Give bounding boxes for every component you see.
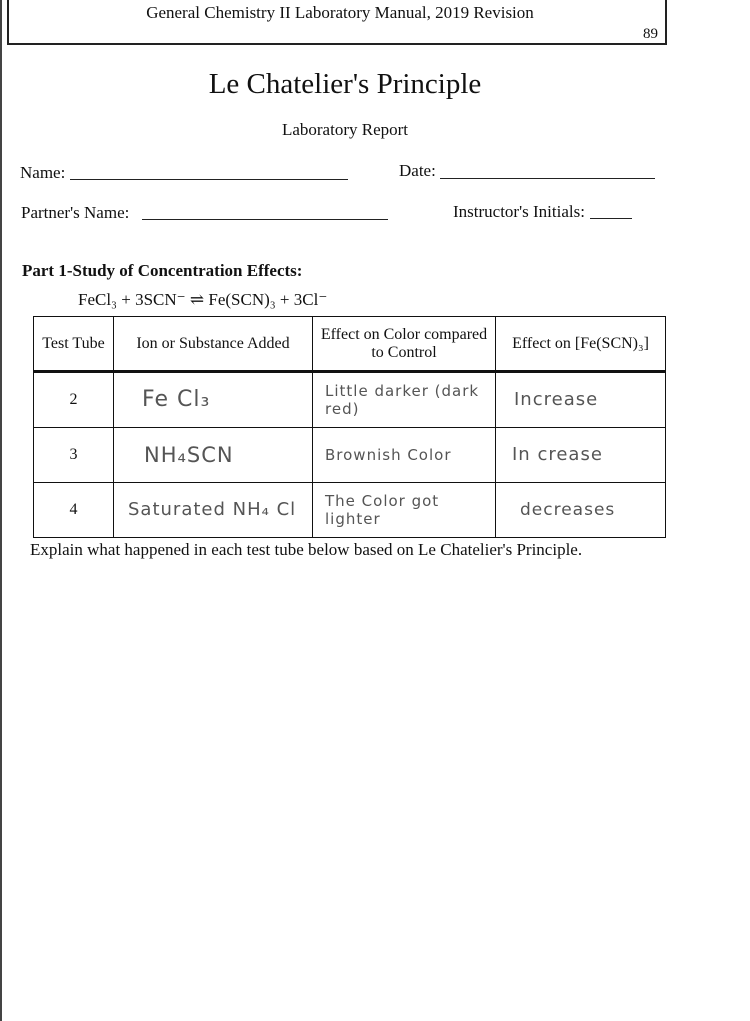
- col-header-substance: Ion or Substance Added: [114, 317, 313, 372]
- effect-cell[interactable]: decreases: [496, 482, 666, 537]
- tube-number: 3: [34, 427, 114, 482]
- concentration-effects-table: [33, 316, 666, 538]
- col-header-color: Effect on Color compared to Control: [313, 317, 496, 372]
- page-title: Le Chatelier's Principle: [208, 68, 482, 100]
- color-cell[interactable]: Brownish Color: [313, 427, 496, 482]
- col-header-effect: Effect on [Fe(SCN)₃]: [496, 317, 666, 372]
- color-cell[interactable]: Little darker (dark red): [313, 372, 496, 427]
- table-row: [34, 482, 666, 537]
- initials-field[interactable]: [590, 218, 632, 219]
- effect-cell[interactable]: In crease: [496, 427, 666, 482]
- name-field[interactable]: [70, 179, 348, 180]
- page-number: 89: [643, 26, 658, 42]
- color-cell[interactable]: The Color got lighter: [313, 482, 496, 537]
- date-label: Date:: [399, 161, 436, 180]
- initials-label: Instructor's Initials:: [453, 202, 585, 221]
- name-label: Name:: [20, 163, 66, 182]
- reaction-equation: FeCl₃ + 3SCN⁻ ⇌ Fe(SCN)₃ + 3Cl⁻: [78, 290, 328, 309]
- table-row: [34, 427, 666, 482]
- page-edge: [0, 0, 2, 1021]
- tube-number: 2: [34, 372, 114, 427]
- partner-label: Partner's Name:: [21, 203, 130, 222]
- manual-title: General Chemistry II Laboratory Manual, 2019 Revision: [146, 3, 534, 22]
- tube-number: 4: [34, 482, 114, 537]
- page-subtitle: Laboratory Report: [281, 120, 409, 139]
- table-row: [34, 372, 666, 427]
- substance-cell[interactable]: Fe Cl₃: [114, 372, 313, 427]
- substance-cell[interactable]: NH₄SCN: [114, 427, 313, 482]
- part1-heading: Part 1-Study of Concentration Effects:: [22, 261, 303, 280]
- effect-cell[interactable]: Increase: [496, 372, 666, 427]
- date-field[interactable]: [440, 178, 655, 179]
- partner-field[interactable]: [142, 219, 388, 220]
- table-header-row: [34, 317, 666, 372]
- col-header-test-tube: Test Tube: [34, 317, 114, 372]
- substance-cell[interactable]: Saturated NH₄ Cl: [114, 482, 313, 537]
- explain-prompt: Explain what happened in each test tube below based on Le Chatelier's Principle.: [30, 540, 583, 559]
